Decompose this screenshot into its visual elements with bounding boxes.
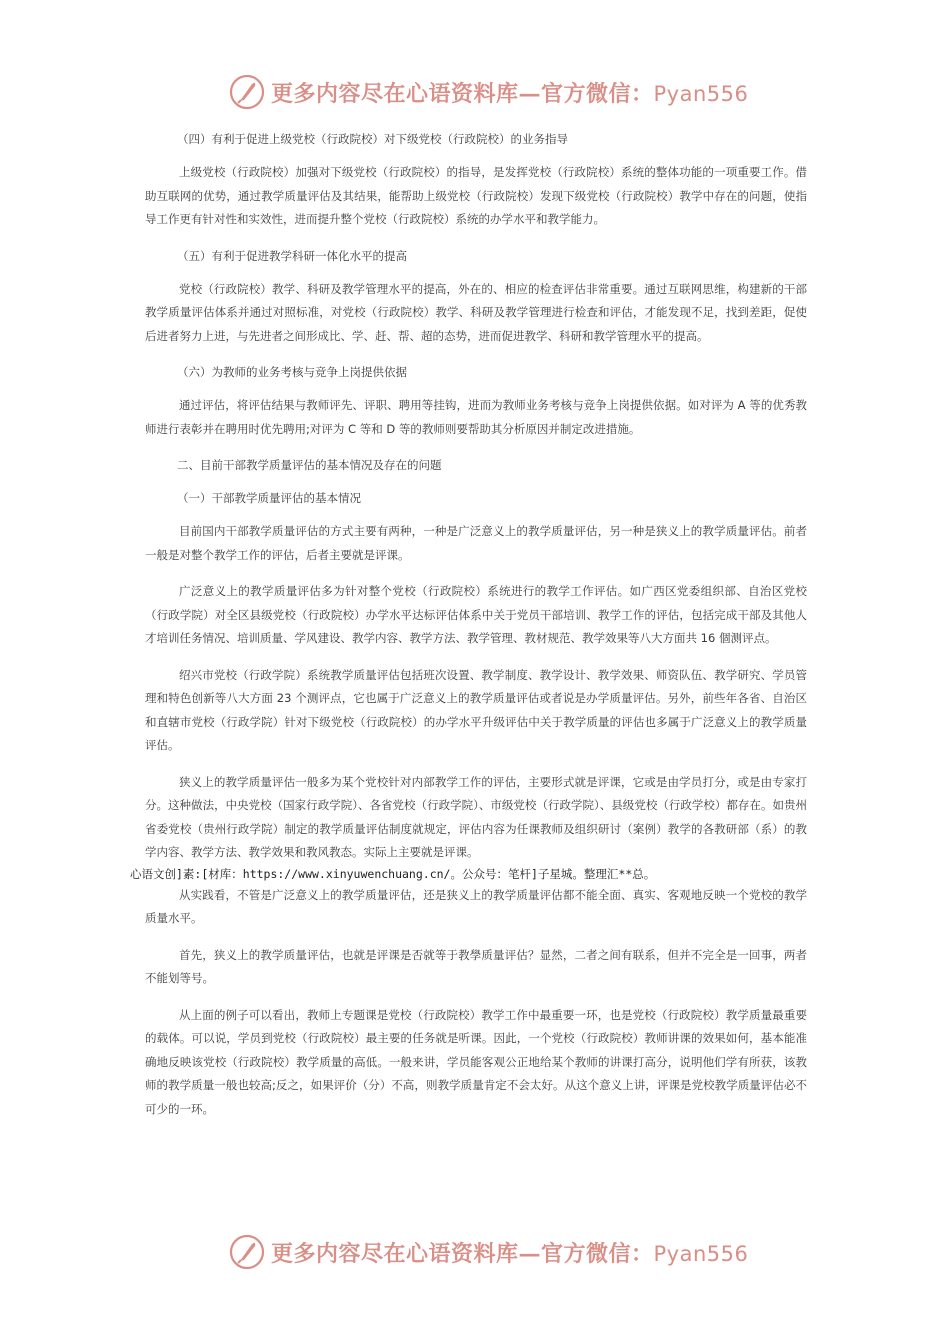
paragraph: 党校（行政院校）教学、科研及教学管理水平的提高，外在的、相应的检查评估非常重要。通过互联网思维，构建新的干部教学质量评估体系并通过对照标准，对党校（行政院校）教学、科研及教学管理进行检查和评估，才能发现不足，找到差距，促使后进者努力上进，与先进者之间形成比、学、赶、帮、超的态势，进而促进教学、科研和教学管理水平的提高。	[145, 281, 807, 343]
paragraph: 从实践看，不管是广泛意义上的教学质量评估，还是狭义上的教学质量评估都不能全面、真实、客观地反映一个党校的教学质量水平。	[145, 887, 807, 925]
document-body	[130, 128, 807, 1134]
section-heading: （五）有利于促进教学科研一体化水平的提高	[177, 248, 407, 263]
paragraph: 首先，狭义上的教学质量评估，也就是评课是否就等于教學质量评估？显然，二者之间有联系，但并不完全是一回事，两者不能划等号。	[145, 947, 807, 985]
paragraph: 目前国内干部教学质量评估的方式主要有两种，一种是广泛意义上的教学质量评估，另一种是狭义上的教学质量评估。前者一般是对整个教学工作的评估，后者主要就是评课。	[145, 524, 807, 562]
footer-banner	[229, 1232, 748, 1272]
paragraph: 狭义上的教学质量评估一般多为某个党校针对内部教学工作的评估，主要形式就是评课，它或是由学员打分，或是由专家打分。这种做法，中央党校（国家行政学院）、各省党校（行政学院）、市级党校（行政学院）、县级党校（行政学校）都存在。如贵州省委党校（贵州行政学院）制定的教学质量评估制度就规定，评估内容为任课教师及组织研讨（案例）教学的各教研部（系）的教学内容、教学方法、教学效果和教风教态。实际上主要就是评课。	[145, 774, 807, 859]
banner-title: 更多内容尽在心语资料库—官方微信：Pyan556	[271, 80, 749, 107]
section-heading: 二、目前干部教学质量评估的基本情况及存在的问题	[177, 458, 442, 472]
source-watermark-line: 心语文创]素:[材库：https://www.xinyuwenchuang.cn/。公众号：笔杆]子星城。整理汇**总。	[130, 866, 656, 881]
banner-title: 更多内容尽在心语资料库—官方微信：Pyan556	[271, 1240, 749, 1267]
paragraph: 通过评估，将评估结果与教师评先、评职、聘用等挂钩，进而为教师业务考核与竞争上岗提供依据。如对评为 A 等的优秀教师进行表彰并在聘用时优先聘用;对评为 C 等和 D 等的教师则要帮助其分析原因并制定改进措施。	[145, 398, 807, 436]
quill-pen-logo-icon	[229, 74, 265, 110]
section-heading: （四）有利于促进上级党校（行政院校）对下级党校（行政院校）的业务指导	[177, 132, 568, 146]
section-heading: （六）为教师的业务考核与竞争上岗提供依据	[177, 365, 407, 379]
paragraph: 从上面的例子可以看出，教师上专题课是党校（行政院校）教学工作中最重要一环，也是党校（行政院校）教学质量最重要的载体。可以说，学员到党校（行政院校）最主要的任务就是听课。因此，一个党校（行政院校）教师讲课的效果如何，基本能准确地反映该党校（行政院校）教学质量的高低。一般来讲，学员能客观公正地给某个教师的讲课打高分，说明他们学有所获，该教师的教学质量一般也较高;反之，如果评价（分）不高，则教学质量肯定不会太好。从这个意义上讲，评课是党校教学质量评估必不可少的一环。	[145, 1007, 807, 1116]
section-heading: （一）干部教学质量评估的基本情况	[177, 491, 361, 505]
paragraph: 绍兴市党校（行政学院）系统教学质量评估包括班次设置、教学制度、教学设计、教学效果、师资队伍、教学研究、学员管理和特色创新等八大方面 23 个测评点，它也属于广泛意义上的教学质量评估或者说是办学质量评估。另外，前些年各省、自治区和直辖市党校（行政学院）针对下级党校（行政院校）的办学水平升级评估中关于教学质量的评估也多属于广泛意义上的教学质量评估。	[145, 667, 807, 752]
quill-pen-logo-icon	[229, 1234, 265, 1270]
header-banner	[229, 72, 748, 112]
paragraph: 上级党校（行政院校）加强对下级党校（行政院校）的指导，是发挥党校（行政院校）系统的整体功能的一项重要工作。借助互联网的优势，通过教学质量评估及其结果，能帮助上级党校（行政院校）发现下级党校（行政院校）教学中存在的问题，使指导工作更有针对性和实效性，进而提升整个党校（行政院校）系统的办学水平和教学能力。	[145, 165, 807, 226]
paragraph: 广泛意义上的教学质量评估多为针对整个党校（行政院校）系统进行的教学工作评估。如广西区党委组织部、自治区党校（行政学院）对全区县级党校（行政院校）办学水平达标评估体系中关于党员干部培训、教学工作的评估，包括完成干部及其他人才培训任务情况、培训质量、学风建设、教学内容、教学方法、教学管理、教材规范、教学效果等八大方面共 16 個测评点。	[145, 584, 807, 645]
